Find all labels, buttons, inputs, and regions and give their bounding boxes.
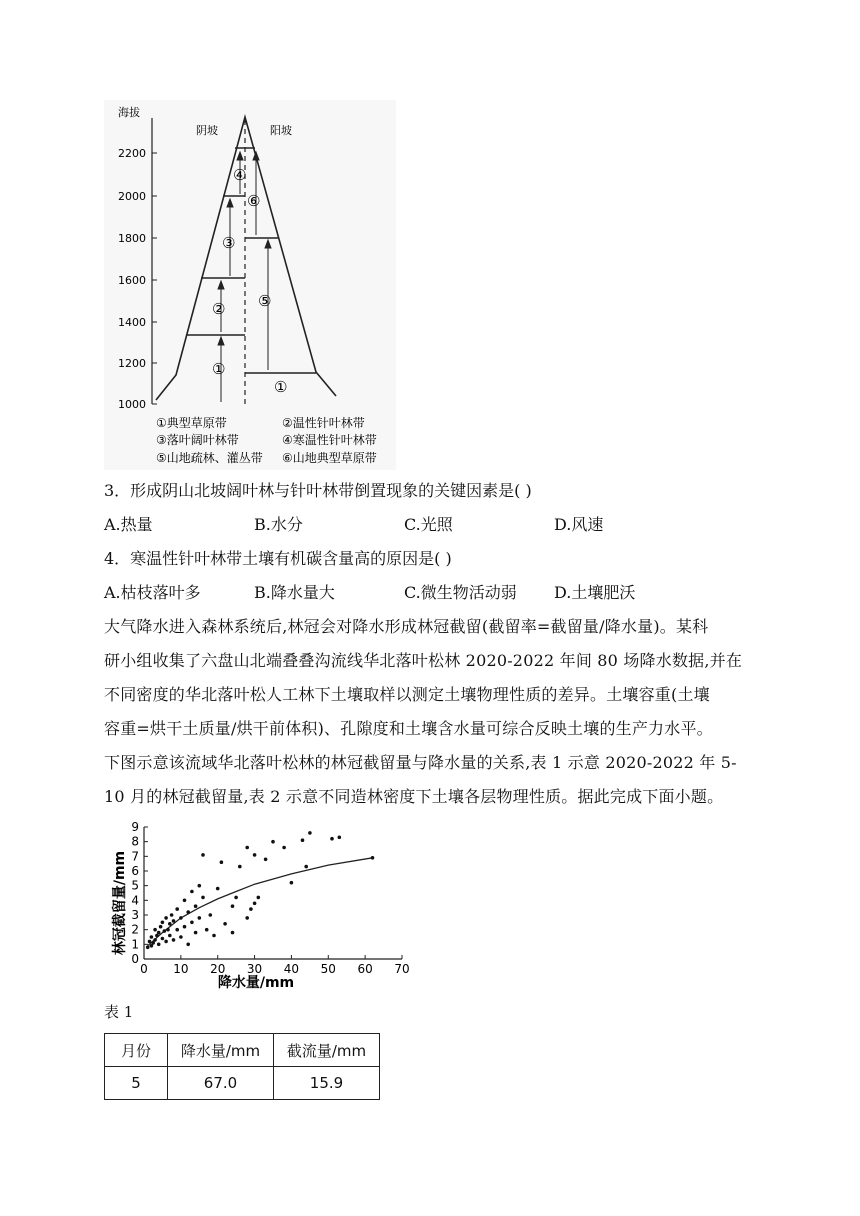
data-point	[231, 904, 235, 908]
data-point	[201, 896, 205, 900]
table-cell: 67.0	[168, 1067, 274, 1100]
data-point	[231, 931, 235, 935]
scatter-svg	[104, 815, 414, 995]
data-point	[301, 838, 305, 842]
table1-caption: 表 1	[104, 1003, 134, 1021]
y-tick: 1000	[118, 398, 146, 411]
data-point	[168, 934, 172, 938]
data-point	[338, 836, 342, 840]
data-point	[163, 929, 167, 933]
shady-slope-label: 阴坡	[196, 124, 218, 137]
q3-option-b[interactable]: B.水分	[254, 515, 303, 534]
data-point	[161, 921, 165, 925]
y-tick: 1600	[118, 274, 146, 287]
trend-line	[148, 858, 373, 946]
data-point	[179, 935, 183, 939]
data-point	[175, 907, 179, 911]
legend-item: ①典型草原带	[156, 416, 227, 430]
y-tick: 1400	[118, 316, 146, 329]
data-point	[164, 940, 168, 944]
sunny-slope-label: 阳坡	[270, 124, 292, 137]
q3-option-a[interactable]: A.热量	[104, 515, 153, 534]
y-tick-label: 7	[131, 849, 139, 864]
table-header-cell: 截流量/mm	[274, 1034, 380, 1067]
data-point	[183, 925, 187, 929]
y-axis-title: 海拔	[118, 106, 140, 119]
table-header-cell: 降水量/mm	[168, 1034, 274, 1067]
data-point	[234, 896, 238, 900]
legend-item: ③落叶阔叶林带	[156, 433, 239, 447]
mountain-outline	[156, 117, 336, 400]
mountain-diagram	[104, 100, 396, 470]
data-point	[172, 938, 176, 942]
data-point	[190, 890, 194, 894]
data-point	[245, 916, 249, 920]
data-point	[198, 884, 202, 888]
data-point	[330, 837, 334, 841]
data-point	[194, 904, 198, 908]
data-point	[253, 853, 257, 857]
question-3-stem: 3．形成阴山北坡阔叶林与针叶林带倒置现象的关键因素是( )	[104, 481, 532, 500]
data-point	[209, 913, 213, 917]
table-cell: 15.9	[274, 1067, 380, 1100]
data-point	[159, 925, 163, 929]
x-tick-label: 60	[357, 962, 373, 976]
data-point	[371, 856, 375, 860]
x-tick-label: 10	[173, 962, 189, 976]
table-row	[105, 1067, 380, 1100]
data-point	[168, 922, 172, 926]
q4-option-b[interactable]: B.降水量大	[254, 583, 335, 602]
data-point	[148, 940, 152, 944]
data-point	[151, 941, 155, 945]
q4-option-a[interactable]: A.枯枝落叶多	[104, 583, 201, 602]
y-axis-label: 林冠截留量/mm	[112, 850, 128, 956]
legend-item: ⑥山地典型草原带	[282, 451, 377, 465]
y-tick-label: 2	[131, 922, 139, 937]
x-tick-label: 40	[283, 962, 300, 976]
y-tick-label: 9	[131, 820, 139, 834]
data-point	[290, 881, 294, 885]
data-point	[212, 934, 216, 938]
data-point	[198, 916, 202, 920]
paragraph-line: 不同密度的华北落叶松人工林下土壤取样以测定土壤物理性质的差异。土壤容重(土壤	[104, 685, 710, 704]
data-point	[304, 865, 308, 869]
zone-mark: ①	[274, 378, 288, 396]
paragraph-line: 大气降水进入森林系统后,林冠会对降水形成林冠截留(截留率=截留量/降水量)。某科	[104, 617, 709, 636]
data-point	[194, 931, 198, 935]
y-tick-label: 4	[131, 893, 139, 908]
data-point	[216, 887, 220, 891]
x-axis-label: 降水量/mm	[217, 975, 295, 991]
data-point	[186, 910, 190, 914]
data-point	[271, 840, 275, 844]
data-point	[249, 907, 253, 911]
q4-option-d[interactable]: D.土壤肥沃	[554, 583, 636, 602]
data-point	[220, 860, 224, 864]
data-point	[164, 916, 168, 920]
paragraph-line: 容重=烘干土质量/烘干前体积)、孔隙度和土壤含水量可综合反映土壤的生产力水平。	[104, 719, 713, 738]
q4-option-c[interactable]: C.微生物活动弱	[404, 583, 517, 602]
y-tick-label: 6	[131, 864, 139, 878]
q3-option-d[interactable]: D.风速	[554, 515, 604, 534]
y-tick-label: 3	[131, 908, 139, 922]
y-tick-label: 5	[131, 878, 139, 893]
y-tick-label: 8	[131, 834, 139, 849]
zone-mark: ⑤	[258, 292, 272, 310]
legend-item: ④寒温性针叶林带	[282, 433, 377, 447]
table1	[104, 1033, 380, 1100]
zone-mark: ③	[222, 234, 236, 252]
x-tick-label: 20	[210, 962, 226, 976]
x-tick-label: 70	[394, 962, 410, 976]
data-point	[223, 922, 227, 926]
y-tick: 2000	[118, 190, 146, 203]
legend-item: ⑤山地疏林、灌丛带	[156, 451, 263, 465]
x-tick-label: 50	[320, 962, 336, 976]
data-point	[172, 919, 176, 923]
data-point	[201, 853, 205, 857]
data-point	[257, 896, 261, 900]
data-point	[253, 902, 257, 906]
zone-mark: ②	[212, 300, 226, 318]
data-point	[146, 946, 150, 950]
zone-mark: ④	[233, 166, 247, 184]
data-point	[170, 913, 174, 917]
data-point	[308, 831, 312, 835]
y-tick-label: 0	[131, 952, 139, 966]
data-point	[166, 928, 170, 932]
y-tick: 2200	[118, 147, 146, 160]
data-point	[238, 865, 242, 869]
y-tick: 1800	[118, 232, 146, 245]
data-point	[186, 943, 190, 947]
table-header-cell: 月份	[105, 1034, 168, 1067]
data-point	[179, 916, 183, 920]
data-point	[183, 899, 187, 903]
table-cell: 5	[105, 1067, 168, 1100]
paragraph-line: 10 月的林冠截留量,表 2 示意不同造林密度下土壤各层物理性质。据此完成下面小题。	[104, 787, 724, 806]
data-point	[282, 846, 286, 850]
x-tick-label: 30	[246, 962, 263, 976]
data-point	[157, 943, 161, 947]
table-header-row	[105, 1034, 380, 1067]
data-point	[153, 928, 157, 932]
legend-item: ②温性针叶林带	[282, 416, 365, 430]
q3-option-c[interactable]: C.光照	[404, 515, 453, 534]
paragraph-line: 下图示意该流域华北落叶松林的林冠截留量与降水量的关系,表 1 示意 2020-2022 年 5-	[104, 753, 737, 772]
y-tick: 1200	[118, 357, 146, 370]
data-point	[153, 938, 157, 942]
data-point	[190, 921, 194, 925]
zone-mark: ①	[212, 360, 226, 378]
question-4-stem: 4．寒温性针叶林带土壤有机碳含量高的原因是( )	[104, 549, 452, 568]
y-tick-label: 1	[131, 937, 139, 952]
data-point	[205, 928, 209, 932]
zone-mark: ⑥	[247, 192, 261, 210]
data-point	[161, 937, 165, 941]
mountain-figure	[104, 100, 396, 470]
paragraph-line: 研小组收集了六盘山北端叠叠沟流线华北落叶松林 2020-2022 年间 80 场降水数据,并在	[104, 651, 743, 670]
x-tick-label: 0	[140, 962, 148, 976]
data-point	[157, 931, 161, 935]
data-point	[245, 846, 249, 850]
data-point	[175, 928, 179, 932]
data-point	[264, 858, 268, 862]
scatter-chart	[104, 815, 414, 995]
data-point	[150, 935, 154, 939]
